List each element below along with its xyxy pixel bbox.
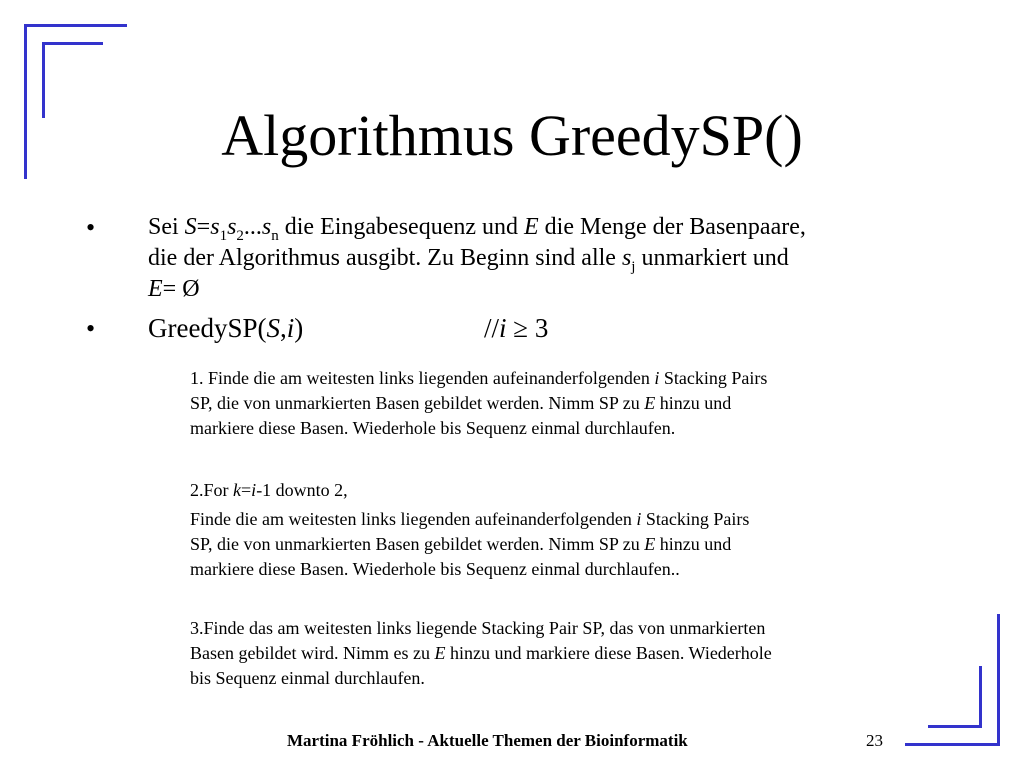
- bullet-1-line-1: Sei $S=s_1s_2...s_n$ die Eingabesequenz und E die Menge der Basenpaare,: [148, 214, 806, 244]
- bullet-2-comment: //i ≥ 3: [484, 313, 549, 343]
- footer-author-topic: Martina Fröhlich - Aktuelle Themen der Bioinformatik: [287, 731, 688, 750]
- slide-title: Algorithmus GreedySP(): [221, 103, 803, 168]
- corner-bar-bottom-v-inner: [979, 666, 982, 728]
- step-3-paragraph: 3.Finde das am weitesten links liegende Stacking Pair SP, das von unmarkierten Basen gebildet wird. Nimm es zu E hinzu und markiere diese Basen. Wiederhole bis Sequenz einmal durchlaufen.: [190, 618, 772, 688]
- step-2-heading: 2.For k=i-1 downto 2,: [190, 480, 348, 500]
- bullet-marker-2: •: [86, 314, 96, 343]
- bullet-1-line-2: die der Algorithmus ausgibt. Zu Beginn sind alle $s_j$ unmarkiert und: [148, 245, 789, 275]
- corner-bar-bottom-v-outer: [997, 614, 1000, 746]
- corner-bar-bottom-h-outer: [905, 743, 1000, 746]
- bullet-marker-1: •: [86, 213, 96, 242]
- step-1-paragraph: 1. Finde die am weitesten links liegenden aufeinanderfolgenden i Stacking Pairs SP, die von unmarkierten Basen gebildet werden. Nimm SP zu E hinzu und markiere diese Basen. Wiederhole bis Sequenz einmal durchlaufen.: [190, 368, 768, 438]
- step-2-paragraph: Finde die am weitesten links liegenden aufeinanderfolgenden i Stacking Pairs SP, die von unmarkierten Basen gebildet werden. Nimm SP zu E hinzu und markiere diese Basen. Wiederhole bis Sequenz einmal durchlaufen..: [190, 509, 750, 579]
- corner-bar-top-h-inner: [42, 42, 103, 45]
- bullet-2-signature: GreedySP(S,i): [148, 313, 304, 343]
- bullet-1-line-3: E= Ø: [148, 276, 200, 302]
- bullet-1-text: [148, 213, 948, 303]
- corner-bar-top-h-outer: [24, 24, 127, 27]
- page-number: 23: [866, 731, 883, 750]
- corner-bar-bottom-h-inner: [928, 725, 982, 728]
